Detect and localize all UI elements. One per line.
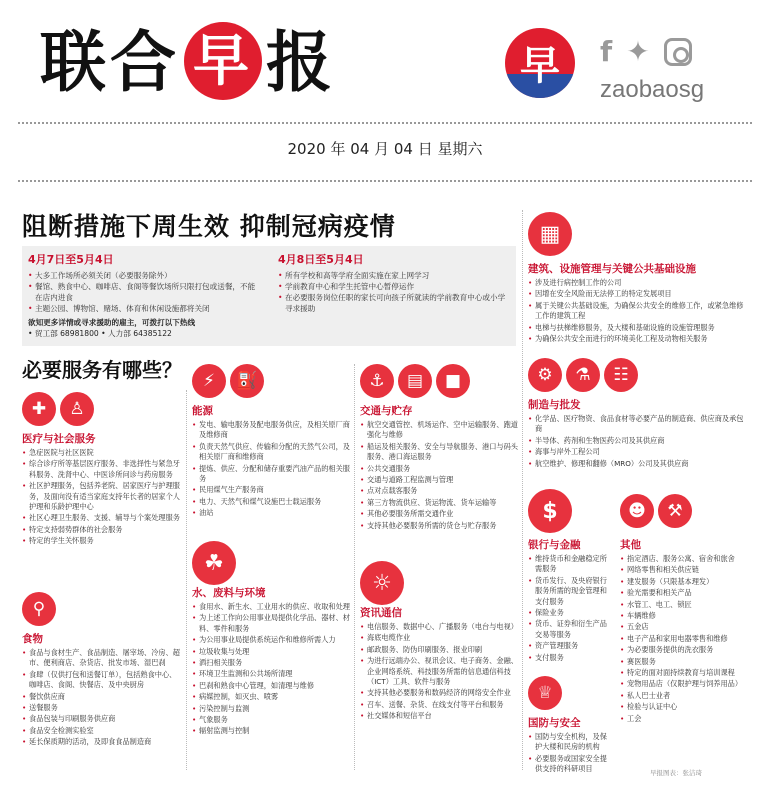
lightning-icon: ⚡ xyxy=(192,364,226,398)
section-title: 能源 xyxy=(192,405,213,417)
title-zao-badge: 早 xyxy=(184,22,262,100)
section-title: 建筑、设施管理与关键公共基础设施 xyxy=(528,263,696,275)
list-item: • 国防与安全机构，及保护大楼和民房的机构 xyxy=(528,732,614,753)
section-title: 国防与安全 xyxy=(528,717,581,729)
list-item: • 油站 xyxy=(192,508,350,518)
building-icon: ▦ xyxy=(528,212,572,256)
ship-icon: ⚓ xyxy=(360,364,394,398)
list-item: • 电力、天然气和煤气设施巴士载运服务 xyxy=(192,497,350,507)
section-title: 水、废料与环境 xyxy=(192,587,266,599)
list-item: • 其他必要服务所需交通作业 xyxy=(360,509,518,519)
facebook-icon[interactable]: f xyxy=(600,35,613,68)
list-item: • 属于关键公共基础设施，为确保公共安全的维修工作，或紧急维修工作的建筑工程 xyxy=(528,301,750,322)
soldier-icon: ♕ xyxy=(528,676,562,710)
list-item: • 主题公园、博物馆、赌场、体育和休闲设施都将关闭 xyxy=(28,303,260,314)
column-divider xyxy=(522,210,523,770)
list-item: • 所有学校和高等学府全面实施在家上网学习 xyxy=(278,270,510,281)
list-item: • 交通与道路工程监测与管理 xyxy=(360,475,518,485)
list-item: • 私人巴士业者 xyxy=(620,691,752,701)
list-item: • 维持货币和金融稳定所需服务 xyxy=(528,554,614,575)
lab-tubes-icon: ☷ xyxy=(604,358,638,392)
plate-cutlery-icon: ⚲ xyxy=(22,592,56,626)
list-item: • 食品与食材生产、食品制造、屠宰场、冷房、超市、便利商店、杂货店、批发市场、湿巴刹 xyxy=(22,648,182,669)
list-item: • 航空维护、修理和翻修（MRO）公司及其供应商 xyxy=(528,459,750,469)
list-item: • 赛医服务 xyxy=(620,657,752,667)
social-handle: zaobaosg xyxy=(600,76,705,103)
title-part-1: 联合 xyxy=(40,23,180,101)
measures-box xyxy=(22,246,516,346)
list-item: • 五金店 xyxy=(620,622,752,632)
list-item: • 气象服务 xyxy=(192,715,350,725)
fuel-pump-icon: ⛽ xyxy=(230,364,264,398)
list-item: • 餐饮供应商 xyxy=(22,692,182,702)
list-item: • 为上述工作向公用事业局提供化学品、器材、材料、零件和服务 xyxy=(192,613,350,634)
list-item: • 保险业务 xyxy=(528,608,614,618)
tree-icon: ☘ xyxy=(192,541,236,585)
headline: 阻断措施下周生效 抑制冠病疫情 xyxy=(22,212,396,241)
list-item: • 检验与认证中心 xyxy=(620,702,752,712)
section-infocomm xyxy=(360,564,518,723)
list-item: • 宠物用品店（仅限护理与饲养用品） xyxy=(620,679,752,689)
dollar-icon: $ xyxy=(528,489,572,533)
list-item: • 学前教育中心和学生托管中心暂停运作 xyxy=(278,281,510,292)
list-item: • 货币发行、及央府银行服务所需的现金管理和支付服务 xyxy=(528,576,614,607)
title-part-2: 报 xyxy=(266,23,336,101)
list-item: • 特定支持弱势群体的社会服务 xyxy=(22,525,182,535)
list-item: • 公共交通服务 xyxy=(360,464,518,474)
list-item: • 社区心理卫生服务、支援、辅导与个案处理服务 xyxy=(22,513,182,523)
list-item: • 支持其他必要服务和数码经济的网络安全作业 xyxy=(360,688,518,698)
list-item: • 支付服务 xyxy=(528,653,614,663)
column-divider xyxy=(354,364,355,770)
list-item: • 餐馆、熟食中心、咖啡店、食阁等餐饮场所只限打包或送餐，不能在店内进食 xyxy=(28,281,260,303)
list-item: • 货币、证券和衍生产品交易等服务 xyxy=(528,619,614,640)
list-item: • 大多工作场所必须关闭（必要服务除外） xyxy=(28,270,260,281)
list-item: • 电梯与扶梯维修服务，及大楼和基础设施的设施管理服务 xyxy=(528,323,750,333)
list-item: • 环境卫生监测和公共场所清理 xyxy=(192,669,350,679)
list-item: • 巴刹和熟食中心管理，如清理与维修 xyxy=(192,681,350,691)
list-item: • 洒扫相关服务 xyxy=(192,658,350,668)
section-others xyxy=(620,488,752,725)
list-item: • 涉及进行病控制工作的公司 xyxy=(528,278,750,288)
list-item: • 第三方物流供应、货运物流、货车运输等 xyxy=(360,498,518,508)
section-title: 食物 xyxy=(22,633,43,645)
list-item: • 特定的面对面持续教育与培训课程 xyxy=(620,668,752,678)
list-item: • 发电、输电服务及配电服务供应，及相关原厂商及维修商 xyxy=(192,420,350,441)
list-item: • 工会 xyxy=(620,714,752,724)
truck-icon: ■ xyxy=(436,364,470,398)
section-title: 制造与批发 xyxy=(528,399,581,411)
section-title: 医疗与社会服务 xyxy=(22,433,96,445)
list-item: • 资产管理服务 xyxy=(528,641,614,651)
list-item: • 食品安全检测实验室 xyxy=(22,726,182,736)
divider xyxy=(18,122,752,124)
measures-left xyxy=(22,246,266,344)
section-transport xyxy=(360,362,518,532)
list-item: • 辐射监测与控制 xyxy=(192,726,350,736)
measures-right-dates: 4月8日至5月4日 xyxy=(278,253,364,266)
list-item: • 指定酒店、服务公寓、宿舍和旅舍 xyxy=(620,554,752,564)
subhead: 必要服务有哪些？ xyxy=(22,358,182,382)
section-title: 交通与贮存 xyxy=(360,405,413,417)
section-energy xyxy=(192,362,350,520)
list-item: • 为确保公共安全而进行的环境美化工程及动物相关服务 xyxy=(528,334,750,344)
list-item: • 延长保质期的活动，及即食食品制造商 xyxy=(22,737,182,747)
list-item: • 海底电缆作业 xyxy=(360,633,518,643)
list-item: • 提炼、供应、分配和储存重要汽油产品的相关服务 xyxy=(192,464,350,485)
section-title: 银行与金融 xyxy=(528,539,581,551)
list-item: • 垃圾收集与处理 xyxy=(192,647,350,657)
list-item: • 急症医院与社区医院 xyxy=(22,448,182,458)
list-item: • 民用煤气生产服务商 xyxy=(192,485,350,495)
list-item: • 综合诊疗所等基层医疗服务、非选择性与紧急牙科服务、洗肾中心、中医诊所问诊与药房服务 xyxy=(22,459,182,480)
section-banking xyxy=(528,488,614,664)
list-item: • 水管工、电工、锁匠 xyxy=(620,600,752,610)
list-item: • 为公用事业局提供系统运作和维修所需人力 xyxy=(192,635,350,645)
section-title: 其他 xyxy=(620,539,641,551)
logo-char: 早 xyxy=(520,42,560,89)
gears-icon: ⚙ xyxy=(528,358,562,392)
list-item: • 航空交通管控、机场运作、空中运输服务、跑道强化与维修 xyxy=(360,420,518,441)
list-item: • 病媒控制，如灭虫、喷雾 xyxy=(192,692,350,702)
list-item: • 召车、送餐、杂货、在线支付等平台和服务 xyxy=(360,700,518,710)
twitter-icon[interactable]: ✦ xyxy=(626,35,650,68)
bus-icon: ▤ xyxy=(398,364,432,398)
section-manufacturing xyxy=(528,356,750,470)
section-security xyxy=(528,674,614,776)
measures-right xyxy=(272,246,516,319)
divider xyxy=(18,180,752,182)
list-item: • 为必要服务提供的洗衣服务 xyxy=(620,645,752,655)
list-item: • 验光需要和相关产品 xyxy=(620,588,752,598)
section-medical xyxy=(22,390,182,548)
hotline-title: 欲知更多详情或寻求援助的雇主，可拨打以下热线 xyxy=(28,318,196,327)
graphic-credit: 早报图表：张洁琦 xyxy=(650,769,702,777)
measures-left-dates: 4月7日至5月4日 xyxy=(28,253,114,266)
hotline-numbers: • 贸工部 68981800 • 人力部 64385122 xyxy=(28,329,172,338)
newspaper-title xyxy=(40,22,336,102)
column-divider xyxy=(186,390,187,770)
list-item: • 网络零售和相关供应链 xyxy=(620,565,752,575)
section-construction xyxy=(528,210,750,345)
masthead xyxy=(0,0,770,118)
list-item: • 社区护理服务，包括养老院、居家医疗与护理服务，及面向没有适当家庭支持年长者的居家个人护理和乐龄护理中心 xyxy=(22,481,182,512)
list-item: • 建发服务（只限基本理发） xyxy=(620,577,752,587)
list-item: • 半导体、药剂和生物医药公司及其供应商 xyxy=(528,436,750,446)
section-title: 资讯通信 xyxy=(360,607,402,619)
list-item: • 食用水、新生水、工业用水的供应、收取和处理 xyxy=(192,602,350,612)
list-item: • 电信服务、数据中心、广播服务（电台与电视） xyxy=(360,622,518,632)
flask-icon: ⚗ xyxy=(566,358,600,392)
list-item: • 污染控制与监测 xyxy=(192,704,350,714)
social-icons xyxy=(600,34,692,70)
list-item: • 送餐服务 xyxy=(22,703,182,713)
list-item: • 社交媒体和短信平台 xyxy=(360,711,518,721)
instagram-icon[interactable] xyxy=(664,38,692,66)
list-item: • 邮政服务、防伪印刷服务、报业印刷 xyxy=(360,645,518,655)
list-item: • 因增在安全风险而无法停工的特定发展项目 xyxy=(528,289,750,299)
list-item: • 负责天然气供应、传输和分配的天然气公司，及相关原厂商和维修商 xyxy=(192,442,350,463)
list-item: • 点对点载客服务 xyxy=(360,486,518,496)
broadcast-tower-icon: ☼ xyxy=(360,561,404,605)
list-item: • 海事与岸外工程公司 xyxy=(528,447,750,457)
list-item: • 必要服务或国家安全提供支持的科研项目 xyxy=(528,754,614,775)
list-item: • 船运及相关服务、安全与导航服务、港口与码头服务、港口海运服务 xyxy=(360,442,518,463)
list-item: • 车辆维修 xyxy=(620,611,752,621)
issue-date: 2020 年 04 月 04 日 星期六 xyxy=(287,140,483,158)
section-water xyxy=(192,544,350,738)
list-item: • 支持其他必要服务所需的货仓与贮存服务 xyxy=(360,521,518,531)
list-item: • 电子产品和家用电器零售和维修 xyxy=(620,634,752,644)
list-item: • 为进行远端办公、视讯会议、电子商务、金融、企业网络系统、科技服务所需的信息通信科技（ICT）工具、软件与服务 xyxy=(360,656,518,687)
section-food xyxy=(22,590,182,749)
list-item: • 食肆（仅供打包和送餐订单），包括熟食中心、咖啡店、食阁、快餐店、及中央厨房 xyxy=(22,670,182,691)
cat-icon: ☻ xyxy=(620,494,654,528)
zaobao-logo-icon xyxy=(505,28,575,98)
list-item: • 化学品、医疗物资、食品食材等必要产品的制造商、供应商及承包商 xyxy=(528,414,750,435)
list-item: • 在必要服务岗位任职的家长可向孩子所就读的学前教育中心或小学寻求援助 xyxy=(278,292,510,314)
tools-icon: ⚒ xyxy=(658,494,692,528)
list-item: • 特定的学生关怀服务 xyxy=(22,536,182,546)
people-icon: ♙ xyxy=(60,392,94,426)
list-item: • 食品包装与印刷服务供应商 xyxy=(22,714,182,724)
medical-cross-icon: ✚ xyxy=(22,392,56,426)
